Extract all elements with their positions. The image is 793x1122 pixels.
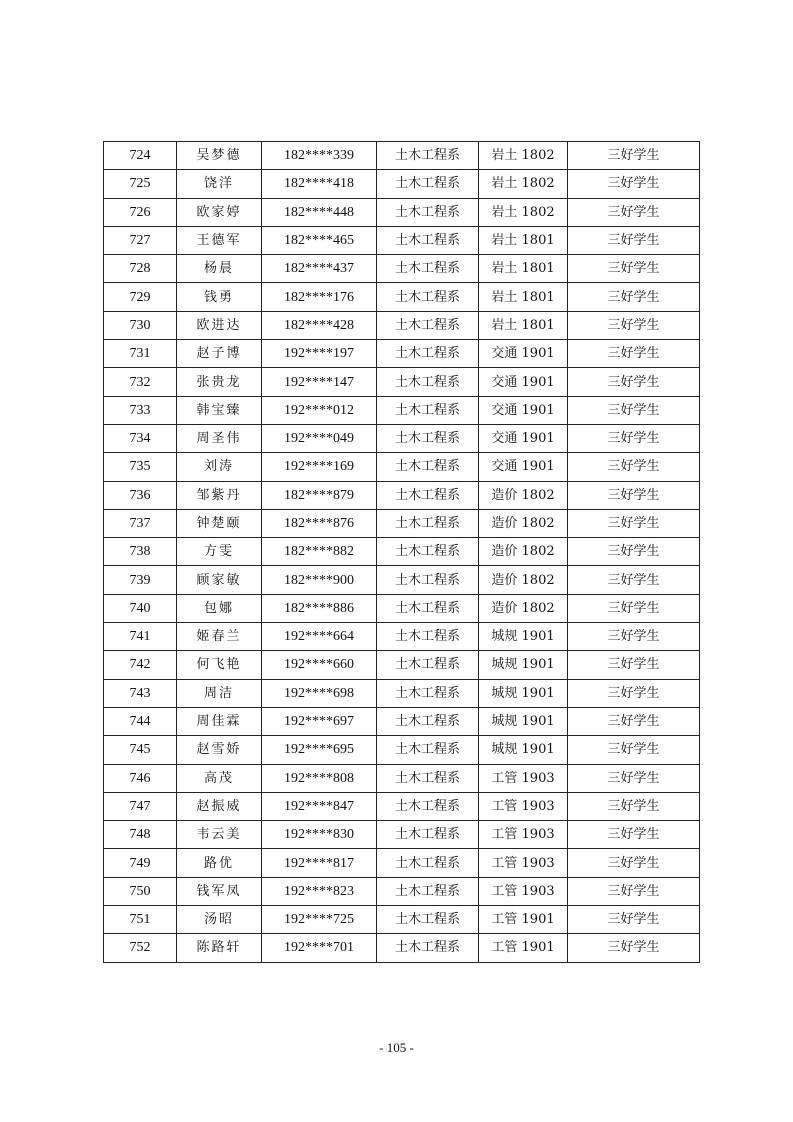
cell-award: 三好学生 <box>568 792 700 820</box>
cell-dept: 土木工程系 <box>377 623 479 651</box>
cell-num: 734 <box>104 424 177 452</box>
cell-name: 钱勇 <box>177 283 262 311</box>
cell-award: 三好学生 <box>568 481 700 509</box>
cell-dept: 土木工程系 <box>377 849 479 877</box>
cell-num: 744 <box>104 707 177 735</box>
cell-class: 城规 1901 <box>479 707 568 735</box>
cell-name: 周圣伟 <box>177 424 262 452</box>
cell-award: 三好学生 <box>568 340 700 368</box>
cell-name: 周洁 <box>177 679 262 707</box>
cell-phone: 192****012 <box>262 396 377 424</box>
cell-award: 三好学生 <box>568 623 700 651</box>
table-row <box>104 707 700 735</box>
cell-dept: 土木工程系 <box>377 453 479 481</box>
cell-class: 交通 1901 <box>479 396 568 424</box>
table-row <box>104 283 700 311</box>
cell-class: 岩土 1801 <box>479 311 568 339</box>
cell-dept: 土木工程系 <box>377 481 479 509</box>
table-row <box>104 651 700 679</box>
table-row <box>104 255 700 283</box>
cell-phone: 182****418 <box>262 170 377 198</box>
cell-num: 732 <box>104 368 177 396</box>
cell-award: 三好学生 <box>568 424 700 452</box>
cell-num: 749 <box>104 849 177 877</box>
cell-num: 728 <box>104 255 177 283</box>
cell-class: 工管 1903 <box>479 821 568 849</box>
table-row <box>104 424 700 452</box>
cell-dept: 土木工程系 <box>377 283 479 311</box>
table-row <box>104 679 700 707</box>
cell-phone: 192****697 <box>262 707 377 735</box>
cell-award: 三好学生 <box>568 255 700 283</box>
cell-name: 饶洋 <box>177 170 262 198</box>
cell-dept: 土木工程系 <box>377 255 479 283</box>
cell-phone: 182****448 <box>262 198 377 226</box>
cell-num: 737 <box>104 509 177 537</box>
cell-dept: 土木工程系 <box>377 509 479 537</box>
cell-dept: 土木工程系 <box>377 538 479 566</box>
cell-award: 三好学生 <box>568 821 700 849</box>
cell-award: 三好学生 <box>568 566 700 594</box>
cell-num: 741 <box>104 623 177 651</box>
cell-name: 欧家婷 <box>177 198 262 226</box>
cell-phone: 182****900 <box>262 566 377 594</box>
cell-dept: 土木工程系 <box>377 594 479 622</box>
table-row <box>104 594 700 622</box>
table-row <box>104 142 700 170</box>
cell-name: 何飞艳 <box>177 651 262 679</box>
cell-award: 三好学生 <box>568 509 700 537</box>
cell-num: 725 <box>104 170 177 198</box>
cell-name: 赵子博 <box>177 340 262 368</box>
cell-class: 岩土 1801 <box>479 226 568 254</box>
cell-num: 750 <box>104 877 177 905</box>
cell-num: 736 <box>104 481 177 509</box>
cell-phone: 192****049 <box>262 424 377 452</box>
cell-dept: 土木工程系 <box>377 424 479 452</box>
cell-award: 三好学生 <box>568 142 700 170</box>
cell-award: 三好学生 <box>568 396 700 424</box>
cell-phone: 182****437 <box>262 255 377 283</box>
table-row <box>104 934 700 962</box>
cell-num: 739 <box>104 566 177 594</box>
cell-num: 724 <box>104 142 177 170</box>
cell-dept: 土木工程系 <box>377 396 479 424</box>
cell-name: 韦云美 <box>177 821 262 849</box>
cell-name: 赵雪娇 <box>177 736 262 764</box>
cell-num: 745 <box>104 736 177 764</box>
cell-class: 交通 1901 <box>479 453 568 481</box>
cell-num: 747 <box>104 792 177 820</box>
cell-dept: 土木工程系 <box>377 368 479 396</box>
cell-dept: 土木工程系 <box>377 170 479 198</box>
cell-class: 工管 1901 <box>479 934 568 962</box>
cell-dept: 土木工程系 <box>377 679 479 707</box>
cell-phone: 192****664 <box>262 623 377 651</box>
table-row <box>104 906 700 934</box>
cell-award: 三好学生 <box>568 311 700 339</box>
cell-num: 727 <box>104 226 177 254</box>
cell-phone: 192****147 <box>262 368 377 396</box>
cell-phone: 192****725 <box>262 906 377 934</box>
cell-dept: 土木工程系 <box>377 340 479 368</box>
cell-phone: 192****197 <box>262 340 377 368</box>
table-row <box>104 170 700 198</box>
cell-num: 735 <box>104 453 177 481</box>
cell-class: 岩土 1802 <box>479 142 568 170</box>
table-row <box>104 623 700 651</box>
cell-name: 欧进达 <box>177 311 262 339</box>
cell-name: 王德军 <box>177 226 262 254</box>
cell-class: 城规 1901 <box>479 736 568 764</box>
cell-dept: 土木工程系 <box>377 906 479 934</box>
cell-phone: 182****465 <box>262 226 377 254</box>
cell-dept: 土木工程系 <box>377 226 479 254</box>
cell-dept: 土木工程系 <box>377 821 479 849</box>
cell-dept: 土木工程系 <box>377 198 479 226</box>
cell-phone: 192****808 <box>262 764 377 792</box>
table-row <box>104 566 700 594</box>
cell-class: 造价 1802 <box>479 538 568 566</box>
cell-award: 三好学生 <box>568 538 700 566</box>
cell-dept: 土木工程系 <box>377 311 479 339</box>
cell-award: 三好学生 <box>568 453 700 481</box>
cell-name: 邹紫丹 <box>177 481 262 509</box>
cell-phone: 192****698 <box>262 679 377 707</box>
cell-class: 交通 1901 <box>479 424 568 452</box>
cell-name: 杨晨 <box>177 255 262 283</box>
table-row <box>104 198 700 226</box>
cell-class: 岩土 1801 <box>479 255 568 283</box>
cell-dept: 土木工程系 <box>377 792 479 820</box>
table-row <box>104 509 700 537</box>
cell-award: 三好学生 <box>568 849 700 877</box>
cell-class: 造价 1802 <box>479 594 568 622</box>
table-body <box>104 142 700 963</box>
cell-name: 方雯 <box>177 538 262 566</box>
cell-num: 726 <box>104 198 177 226</box>
cell-phone: 192****847 <box>262 792 377 820</box>
cell-name: 张贵龙 <box>177 368 262 396</box>
cell-class: 工管 1901 <box>479 906 568 934</box>
cell-award: 三好学生 <box>568 906 700 934</box>
cell-phone: 182****886 <box>262 594 377 622</box>
cell-name: 高茂 <box>177 764 262 792</box>
cell-dept: 土木工程系 <box>377 736 479 764</box>
cell-name: 钟楚颐 <box>177 509 262 537</box>
cell-num: 746 <box>104 764 177 792</box>
cell-class: 岩土 1802 <box>479 170 568 198</box>
cell-num: 752 <box>104 934 177 962</box>
cell-class: 交通 1901 <box>479 368 568 396</box>
cell-num: 733 <box>104 396 177 424</box>
cell-name: 韩宝臻 <box>177 396 262 424</box>
cell-award: 三好学生 <box>568 594 700 622</box>
cell-phone: 192****830 <box>262 821 377 849</box>
table-row <box>104 453 700 481</box>
cell-num: 740 <box>104 594 177 622</box>
cell-phone: 192****660 <box>262 651 377 679</box>
cell-class: 工管 1903 <box>479 877 568 905</box>
cell-name: 路优 <box>177 849 262 877</box>
table-row <box>104 736 700 764</box>
cell-dept: 土木工程系 <box>377 707 479 735</box>
table-row <box>104 538 700 566</box>
cell-class: 造价 1802 <box>479 566 568 594</box>
cell-award: 三好学生 <box>568 283 700 311</box>
cell-name: 汤昭 <box>177 906 262 934</box>
cell-phone: 182****879 <box>262 481 377 509</box>
cell-name: 姬春兰 <box>177 623 262 651</box>
table-row <box>104 481 700 509</box>
table-row <box>104 877 700 905</box>
cell-class: 工管 1903 <box>479 764 568 792</box>
cell-class: 岩土 1801 <box>479 283 568 311</box>
cell-name: 陈路轩 <box>177 934 262 962</box>
page-number: - 105 - <box>379 1040 414 1055</box>
table-row <box>104 849 700 877</box>
cell-award: 三好学生 <box>568 764 700 792</box>
cell-class: 造价 1802 <box>479 481 568 509</box>
cell-phone: 192****169 <box>262 453 377 481</box>
cell-num: 730 <box>104 311 177 339</box>
award-list-table <box>103 141 700 963</box>
table-row <box>104 396 700 424</box>
cell-class: 工管 1903 <box>479 792 568 820</box>
cell-name: 刘涛 <box>177 453 262 481</box>
cell-award: 三好学生 <box>568 651 700 679</box>
cell-phone: 182****339 <box>262 142 377 170</box>
cell-class: 交通 1901 <box>479 340 568 368</box>
cell-name: 赵振威 <box>177 792 262 820</box>
cell-phone: 182****176 <box>262 283 377 311</box>
cell-dept: 土木工程系 <box>377 566 479 594</box>
cell-name: 吴梦德 <box>177 142 262 170</box>
cell-class: 造价 1802 <box>479 509 568 537</box>
cell-name: 包娜 <box>177 594 262 622</box>
cell-num: 743 <box>104 679 177 707</box>
cell-award: 三好学生 <box>568 170 700 198</box>
cell-phone: 192****695 <box>262 736 377 764</box>
cell-class: 城规 1901 <box>479 651 568 679</box>
cell-award: 三好学生 <box>568 877 700 905</box>
table-row <box>104 226 700 254</box>
cell-class: 城规 1901 <box>479 679 568 707</box>
cell-name: 钱军凤 <box>177 877 262 905</box>
cell-award: 三好学生 <box>568 198 700 226</box>
cell-name: 周佳霖 <box>177 707 262 735</box>
cell-dept: 土木工程系 <box>377 877 479 905</box>
cell-phone: 192****817 <box>262 849 377 877</box>
cell-class: 城规 1901 <box>479 623 568 651</box>
table-row <box>104 792 700 820</box>
cell-num: 731 <box>104 340 177 368</box>
cell-dept: 土木工程系 <box>377 651 479 679</box>
table-row <box>104 821 700 849</box>
cell-dept: 土木工程系 <box>377 142 479 170</box>
cell-phone: 182****882 <box>262 538 377 566</box>
cell-dept: 土木工程系 <box>377 934 479 962</box>
cell-award: 三好学生 <box>568 679 700 707</box>
table-row <box>104 311 700 339</box>
cell-class: 工管 1903 <box>479 849 568 877</box>
cell-award: 三好学生 <box>568 934 700 962</box>
table-row <box>104 764 700 792</box>
table-row <box>104 368 700 396</box>
cell-num: 748 <box>104 821 177 849</box>
cell-award: 三好学生 <box>568 736 700 764</box>
cell-phone: 192****701 <box>262 934 377 962</box>
table-row <box>104 340 700 368</box>
cell-num: 729 <box>104 283 177 311</box>
cell-num: 738 <box>104 538 177 566</box>
cell-name: 顾家敏 <box>177 566 262 594</box>
cell-phone: 182****876 <box>262 509 377 537</box>
cell-phone: 192****823 <box>262 877 377 905</box>
cell-num: 742 <box>104 651 177 679</box>
cell-award: 三好学生 <box>568 226 700 254</box>
cell-phone: 182****428 <box>262 311 377 339</box>
cell-class: 岩土 1802 <box>479 198 568 226</box>
cell-num: 751 <box>104 906 177 934</box>
cell-dept: 土木工程系 <box>377 764 479 792</box>
cell-award: 三好学生 <box>568 707 700 735</box>
cell-award: 三好学生 <box>568 368 700 396</box>
